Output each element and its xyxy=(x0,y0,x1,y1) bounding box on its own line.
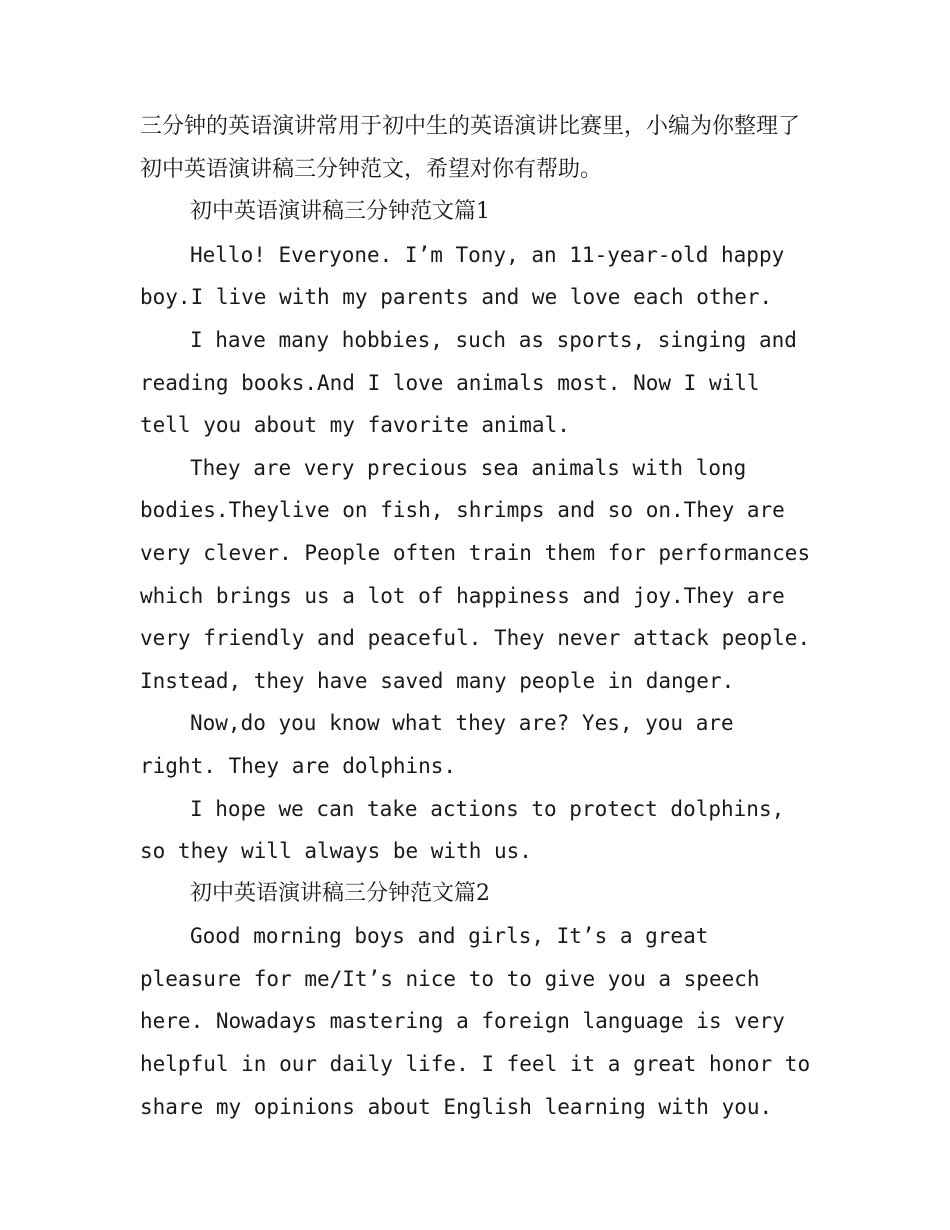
paragraph-4: Now,do you know what they are? Yes, you are right. They are dolphins. xyxy=(140,711,734,778)
section-heading-1: 初中英语演讲稿三分钟范文篇1 xyxy=(190,199,490,225)
paragraph-3: They are very precious sea animals with long bodies.Theylive on fish, shrimps and so on.They are very clever. People often train them for performances which brings us a lot of happiness and joy.They are very friendly and peaceful. They never attack people. Instead, they have saved many people in danger. xyxy=(140,455,811,693)
paragraph-5: I hope we can take actions to protect dolphins, so they will always be with us. xyxy=(140,796,785,864)
section-heading-2: 初中英语演讲稿三分钟范文篇2 xyxy=(190,880,490,906)
paragraph-1: Hello! Everyone. I’m Tony, an 11-year-old happy boy.I live with my parents and we love each other. xyxy=(140,242,785,310)
paragraph-6: Good morning boys and girls, It’s a great pleasure for me/It’s nice to to give you a speech here. Nowadays mastering a foreign language is very helpful in our daily life. I feel it a great honor to share my opinions about English learning with you. xyxy=(140,924,811,1119)
paragraph-2: I have many hobbies, such as sports, singing and reading books.And I love animals most. Now I will tell you about my favorite animal. xyxy=(140,327,797,438)
document-page xyxy=(140,106,816,1128)
intro-paragraph: 三分钟的英语演讲常用于初中生的英语演讲比赛里，小编为你整理了初中英语演讲稿三分钟范文，希望对你有帮助。 xyxy=(140,114,801,182)
